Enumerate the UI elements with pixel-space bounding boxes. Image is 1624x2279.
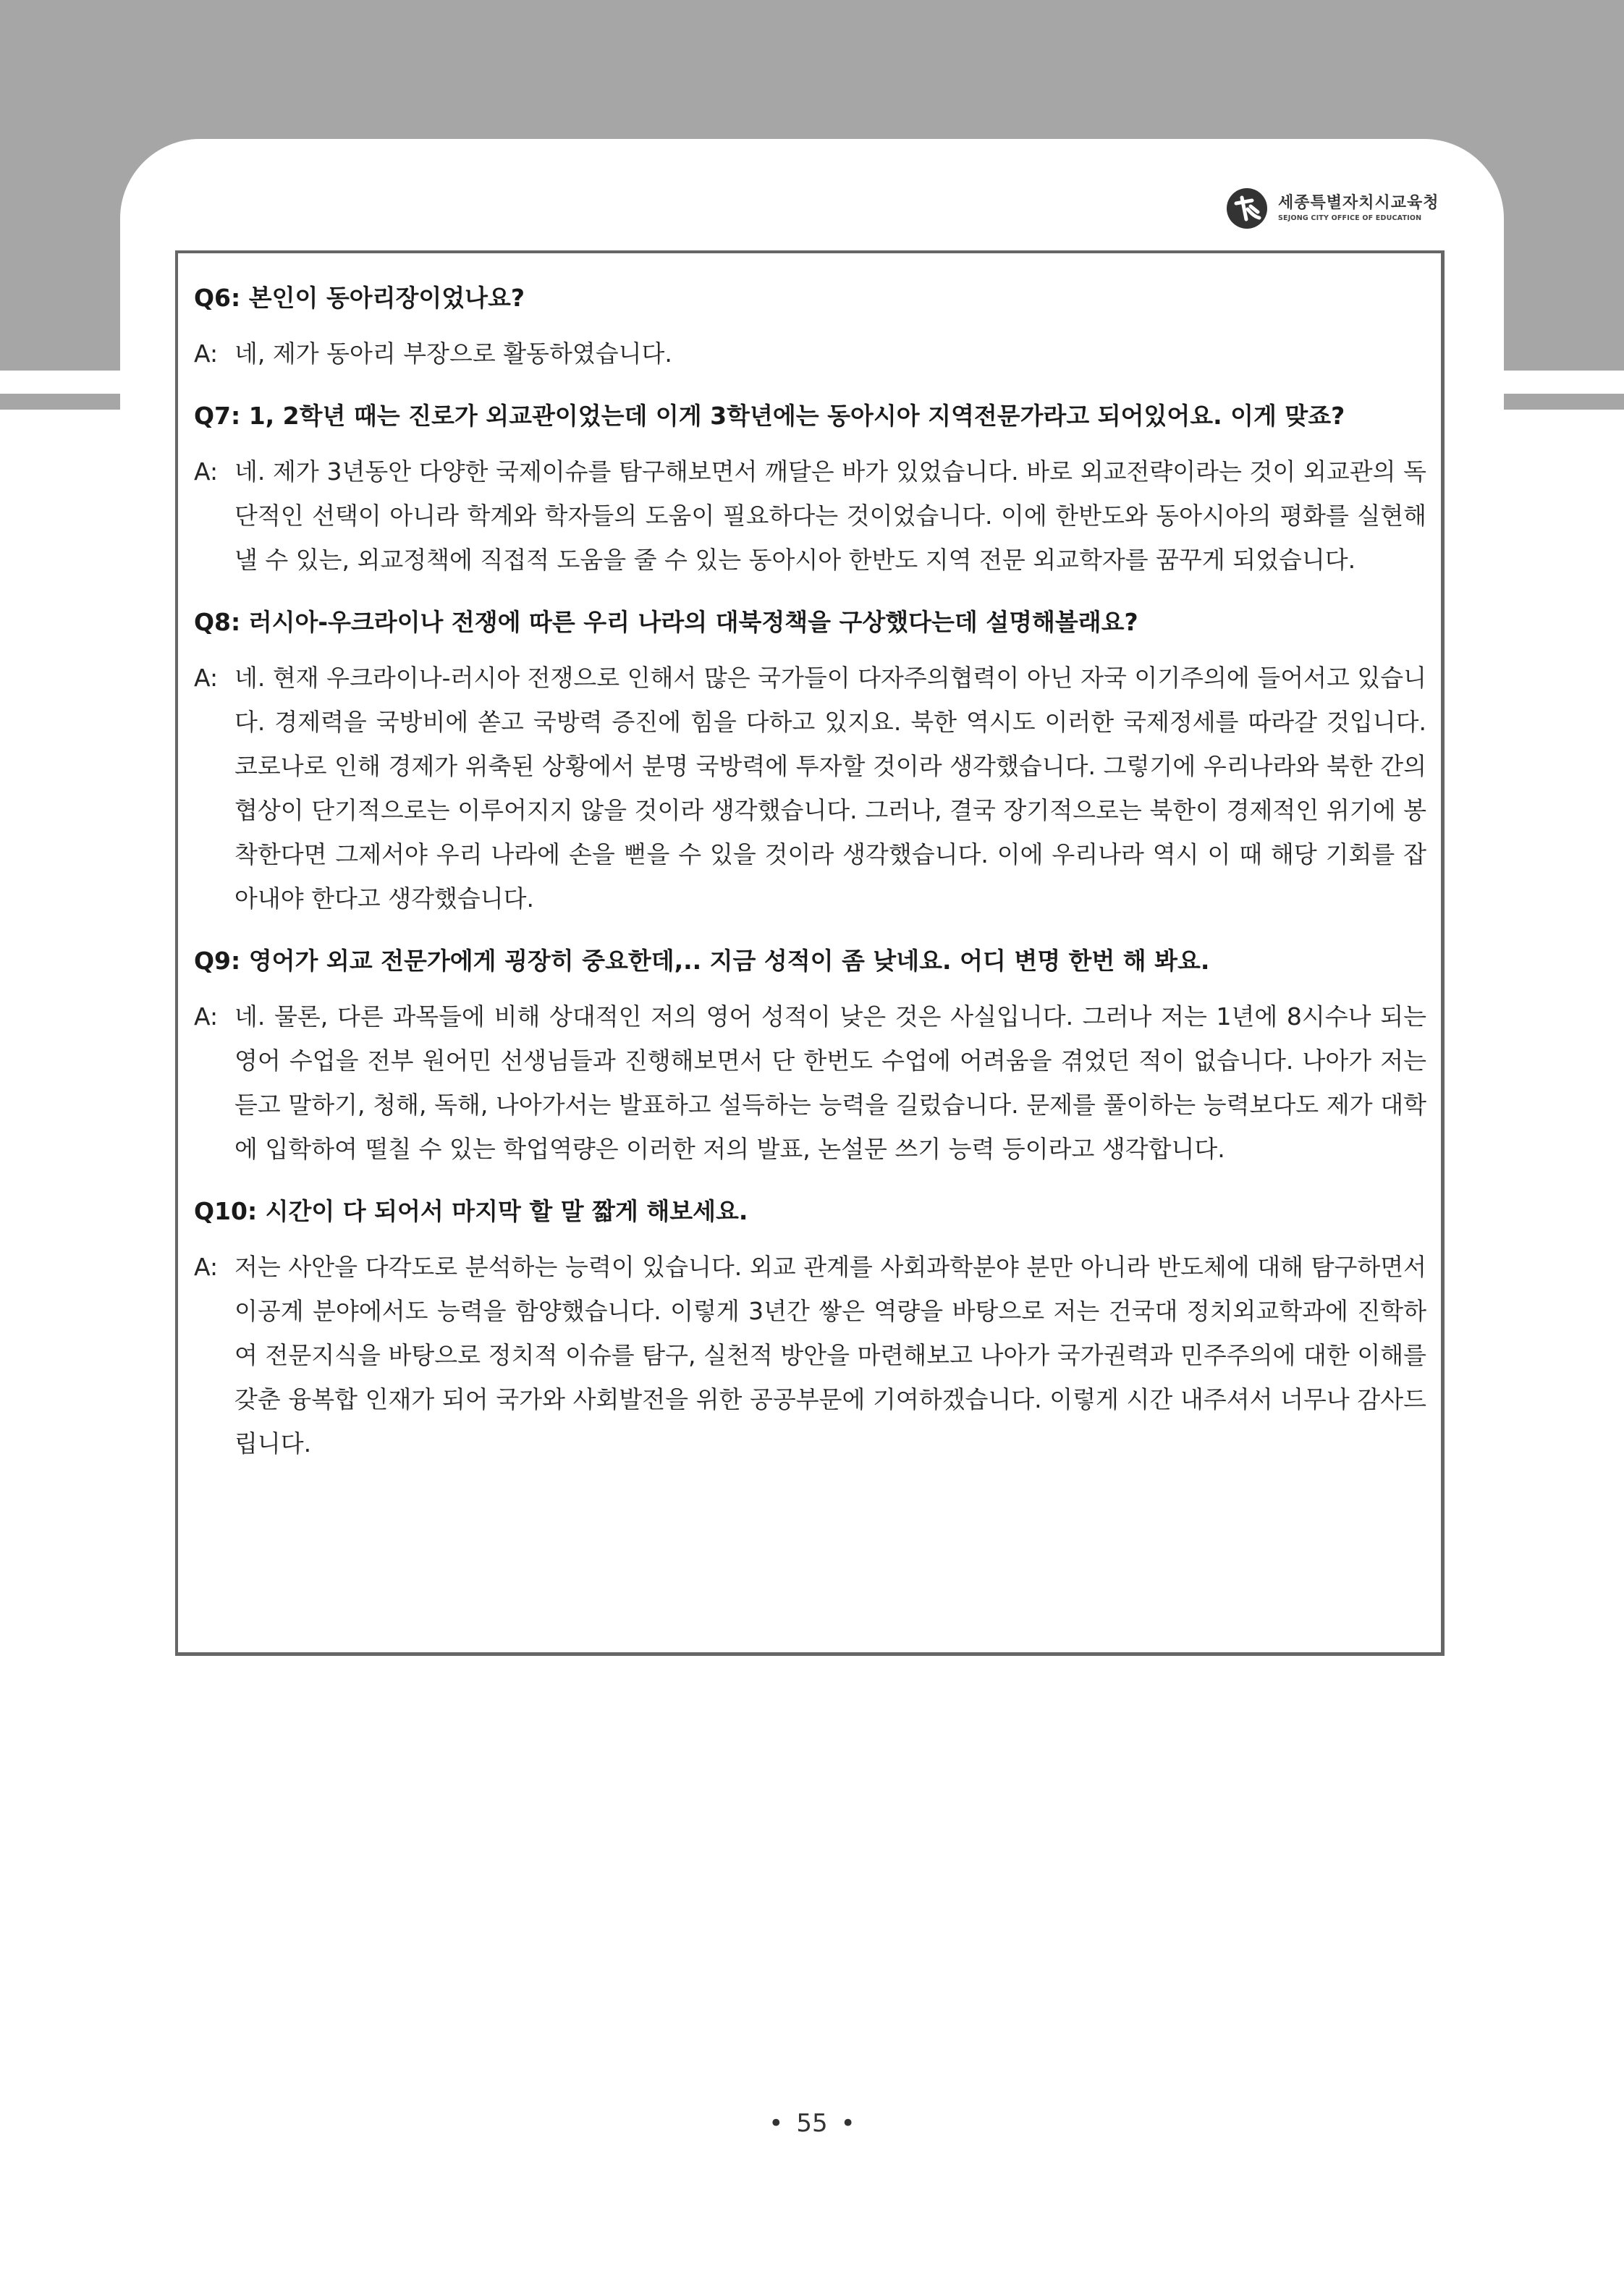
page-number [0,2107,1624,2139]
page-number-bullet-left: • [769,2109,784,2138]
qa-item-q6 [194,281,1426,376]
question: Q7: 1, 2학년 때는 진로가 외교관이었는데 이게 3학년에는 동아시아 지역전문가라고 되어있어요. 이게 맞죠? [194,402,1345,430]
page-number-bullet-right: • [840,2109,855,2138]
question: Q8: 러시아-우크라이나 전쟁에 따른 우리 나라의 대북정책을 구상했다는데 설명해볼래요? [194,608,1138,636]
logo-name-en: SEJONG CITY OFFICE OF EDUCATION [1278,214,1422,222]
question: Q9: 영어가 외교 전문가에게 굉장히 중요한데,.. 지금 성적이 좀 낮네요. 어디 변명 한번 해 봐요. [194,947,1210,975]
answer-text: 저는 사안을 다각도로 분석하는 능력이 있습니다. 외교 관계를 사회과학분야 분만 아니라 반도체에 대해 탐구하면서 이공계 분야에서도 능력을 함양했습니다. 이렇게 3년간 쌓은 역량을 바탕으로 저는 건국대 정치외교학과에 진학하여 전문지식을 바탕으로 정치적 이슈를 탐구, 실천적 방안을 마련해보고 나아가 국가권력과 민주주의에 대한 이해를 갖춘 융복합 인재가 되어 국가와 사회발전을 위한 공공부문에 기여하겠습니다. 이렇게 시간 내주셔서 너무나 감사드립니다. [234,1253,1426,1458]
interview-qa-box [175,250,1445,1656]
question: Q6: 본인이 동아리장이었나요? [194,284,525,312]
answer-prefix: A: [194,339,219,368]
answer-text: 네, 제가 동아리 부장으로 활동하였습니다. [234,339,672,368]
logo-text [1278,193,1439,224]
answer-prefix: A: [194,457,219,486]
header-stripe-left [0,394,120,410]
answer-prefix: A: [194,1002,219,1031]
answer [194,1245,1426,1466]
sejong-logo-icon [1226,187,1268,229]
answer [194,994,1426,1171]
answer-prefix: A: [194,664,219,692]
answer-prefix: A: [194,1253,219,1281]
logo-name-ko: 세종특별자치시교육청 [1278,194,1439,212]
qa-item-q9 [194,944,1426,1171]
answer [194,449,1426,582]
header-stripe-right [1504,394,1624,410]
answer-text: 네. 물론, 다른 과목들에 비해 상대적인 저의 영어 성적이 낮은 것은 사실입니다. 그러나 저는 1년에 8시수나 되는 영어 수업을 전부 원어민 선생님들과 진행해보면서 단 한번도 수업에 어려움을 겪었던 적이 없습니다. 나아가 저는 듣고 말하기, 청해, 독해, 나아가서는 발표하고 설득하는 능력을 길렀습니다. 문제를 풀이하는 능력보다도 제가 대학에 입학하여 떨칠 수 있는 학업역량은 이러한 저의 발표, 논설문 쓰기 능력 등이라고 생각합니다. [234,1002,1426,1163]
answer-text: 네. 현재 우크라이나-러시아 전쟁으로 인해서 많은 국가들이 다자주의협력이 아닌 자국 이기주의에 들어서고 있습니다. 경제력을 국방비에 쏟고 국방력 증진에 힘을 다하고 있지요. 북한 역시도 이러한 국제정세를 따라갈 것입니다. 코로나로 인해 경제가 위축된 상황에서 분명 국방력에 투자할 것이라 생각했습니다. 그렇기에 우리나라와 북한 간의 협상이 단기적으로는 이루어지지 않을 것이라 생각했습니다. 그러나, 결국 장기적으로는 북한이 경제적인 위기에 봉착한다면 그제서야 우리 나라에 손을 뻗을 수 있을 것이라 생각했습니다. 이에 우리나라 역시 이 때 해당 기회를 잡아내야 한다고 생각했습니다. [234,664,1426,913]
qa-item-q7 [194,399,1426,582]
office-logo [1226,187,1450,230]
qa-item-q10 [194,1194,1426,1466]
answer-text: 네. 제가 3년동안 다양한 국제이슈를 탐구해보면서 깨달은 바가 있었습니다. 바로 외교전략이라는 것이 외교관의 독단적인 선택이 아니라 학계와 학자들의 도움이 필요하다는 것이었습니다. 이에 한반도와 동아시아의 평화를 실현해낼 수 있는, 외교정책에 직접적 도움을 줄 수 있는 동아시아 한반도 지역 전문 외교학자를 꿈꾸게 되었습니다. [234,457,1426,574]
question: Q10: 시간이 다 되어서 마지막 할 말 짧게 해보세요. [194,1197,748,1225]
answer [194,331,1426,376]
answer [194,656,1426,921]
page-number-value: 55 [796,2109,828,2138]
qa-item-q8 [194,605,1426,921]
